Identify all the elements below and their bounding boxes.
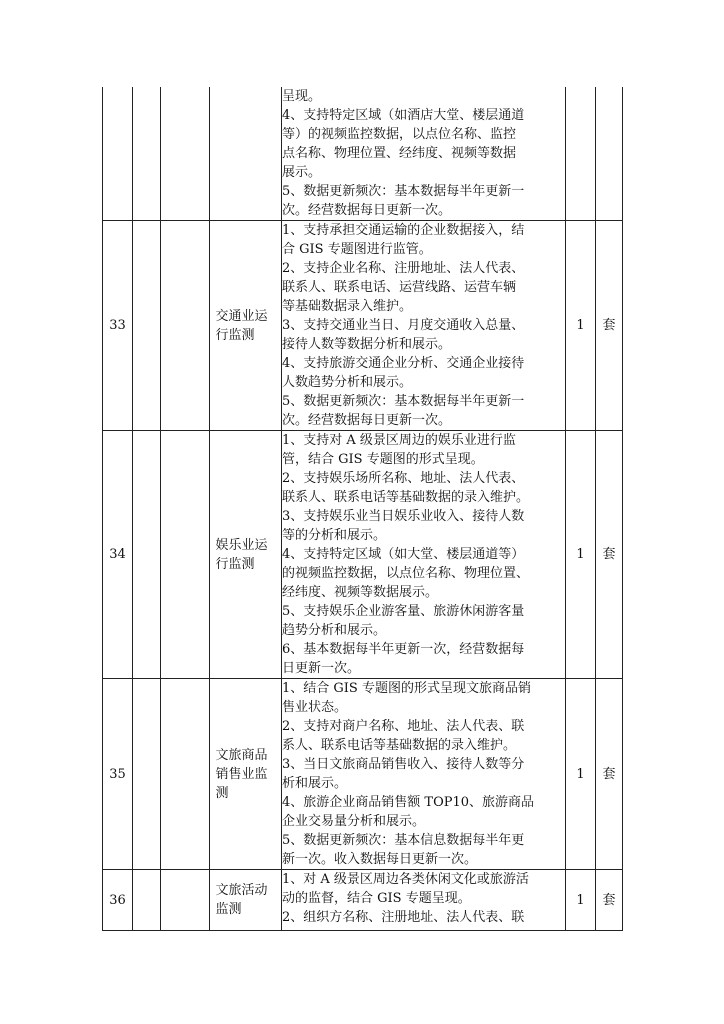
item-name-text: 娱乐业运行监测 [215,537,268,572]
description-line: 1、结合 GIS 专题图的形式呈现文旅商品销 [282,681,531,696]
item-name [210,679,282,870]
description-line: 5、支持娱乐企业游客量、旅游休闲游客量 [282,604,525,619]
row-number: 35 [103,679,133,870]
quantity [566,87,596,221]
blank-cell [133,679,161,870]
description-line: 2、支持对商户名称、地址、法人代表、联 [282,719,525,734]
description-line: 经纬度、视频等数据展示。 [282,585,439,600]
table-row [103,431,623,679]
description-line: 联系人、联系电话等基础数据的录入维护。 [282,490,530,505]
quantity: 1 [566,431,596,679]
description-line: 点名称、物理位置、经纬度、视频等数据 [282,146,517,161]
unit [596,87,623,221]
description-line: 系人、联系电话等基础数据的录入维护。 [282,738,517,753]
description-line: 管，结合 GIS 专题图的形式呈现。 [282,452,484,467]
description-line: 5、数据更新频次：基本数据每半年更新一 [282,394,525,409]
description-line: 5、数据更新频次：基本数据每半年更新一 [282,184,525,199]
item-description [282,87,566,221]
unit: 套 [596,221,623,431]
description-line: 次。经营数据每日更新一次。 [282,413,452,428]
blank-cell [161,221,210,431]
blank-cell [161,679,210,870]
description-line: 4、支持特定区域（如酒店大堂、楼层通道 [282,108,525,123]
description-line: 的视频监控数据，以点位名称、物理位置、 [282,566,530,581]
description-line: 等基础数据录入维护。 [282,299,413,314]
description-line: 2、支持企业名称、注册地址、法人代表、 [282,261,525,276]
table-row [103,87,623,221]
unit: 套 [596,431,623,679]
description-line: 合 GIS 专题图进行监管。 [282,242,432,257]
blank-cell [133,431,161,679]
description-line: 2、组织方名称、注册地址、法人代表、联 [282,910,525,925]
description-line: 3、当日文旅商品销售收入、接待人数等分 [282,757,525,772]
blank-cell [133,870,161,931]
blank-cell [133,87,161,221]
description-line: 日更新一次。 [282,661,361,676]
item-name [210,870,282,931]
description-line: 联系人、联系电话、运营线路、运营车辆 [282,280,517,295]
description-line: 6、基本数据每半年更新一次，经营数据每 [282,642,525,657]
description-line: 企业交易量分析和展示。 [282,814,426,829]
description-line: 5、数据更新频次：基本信息数据每半年更 [282,833,525,848]
description-line: 次。经营数据每日更新一次。 [282,203,452,218]
description-line: 动的监督，结合 GIS 专题呈现。 [282,891,471,906]
unit: 套 [596,870,623,931]
description-line: 趋势分析和展示。 [282,623,387,638]
description-line: 新一次。收入数据每日更新一次。 [282,852,478,867]
row-number: 36 [103,870,133,931]
row-number: 33 [103,221,133,431]
description-line: 呈现。 [282,89,322,104]
description-line: 等的分析和展示。 [282,528,387,543]
blank-cell [161,87,210,221]
description-line: 3、支持娱乐业当日娱乐业收入、接待人数 [282,509,525,524]
item-name-text: 文旅商品销售业监测 [215,747,268,801]
description-line: 4、支持旅游交通企业分析、交通企业接待 [282,356,525,371]
table-row [103,870,623,931]
row-number [103,87,133,221]
description-line: 1、支持对 A 级景区周边的娱乐业进行监 [282,433,516,448]
description-line: 析和展示。 [282,776,348,791]
description-line: 1、支持承担交通运输的企业数据接入，结 [282,223,525,238]
description-line: 1、对 A 级景区周边各类休闲文化或旅游活 [282,872,529,887]
quantity: 1 [566,679,596,870]
unit: 套 [596,679,623,870]
description-line: 展示。 [282,165,322,180]
quantity: 1 [566,870,596,931]
description-line: 2、支持娱乐场所名称、地址、法人代表、 [282,471,525,486]
item-description [282,679,566,870]
spec-table [102,87,623,931]
description-line: 接待人数等数据分析和展示。 [282,337,452,352]
description-line: 等）的视频监控数据，以点位名称、监控 [282,127,517,142]
table-row [103,221,623,431]
item-description [282,431,566,679]
description-line: 售业状态。 [282,700,348,715]
row-number: 34 [103,431,133,679]
item-name [210,87,282,221]
table-row [103,679,623,870]
item-description [282,870,566,931]
description-line: 人数趋势分析和展示。 [282,375,413,390]
description-line: 4、旅游企业商品销售额 TOP10、旅游商品 [282,795,535,810]
blank-cell [161,431,210,679]
quantity: 1 [566,221,596,431]
item-name-text: 交通业运行监测 [215,308,268,343]
blank-cell [161,870,210,931]
item-name [210,431,282,679]
item-description [282,221,566,431]
item-name [210,221,282,431]
blank-cell [133,221,161,431]
description-line: 3、支持交通业当日、月度交通收入总量、 [282,318,525,333]
description-line: 4、支持特定区域（如大堂、楼层通道等） [282,547,525,562]
item-name-text: 文旅活动监测 [215,883,268,917]
